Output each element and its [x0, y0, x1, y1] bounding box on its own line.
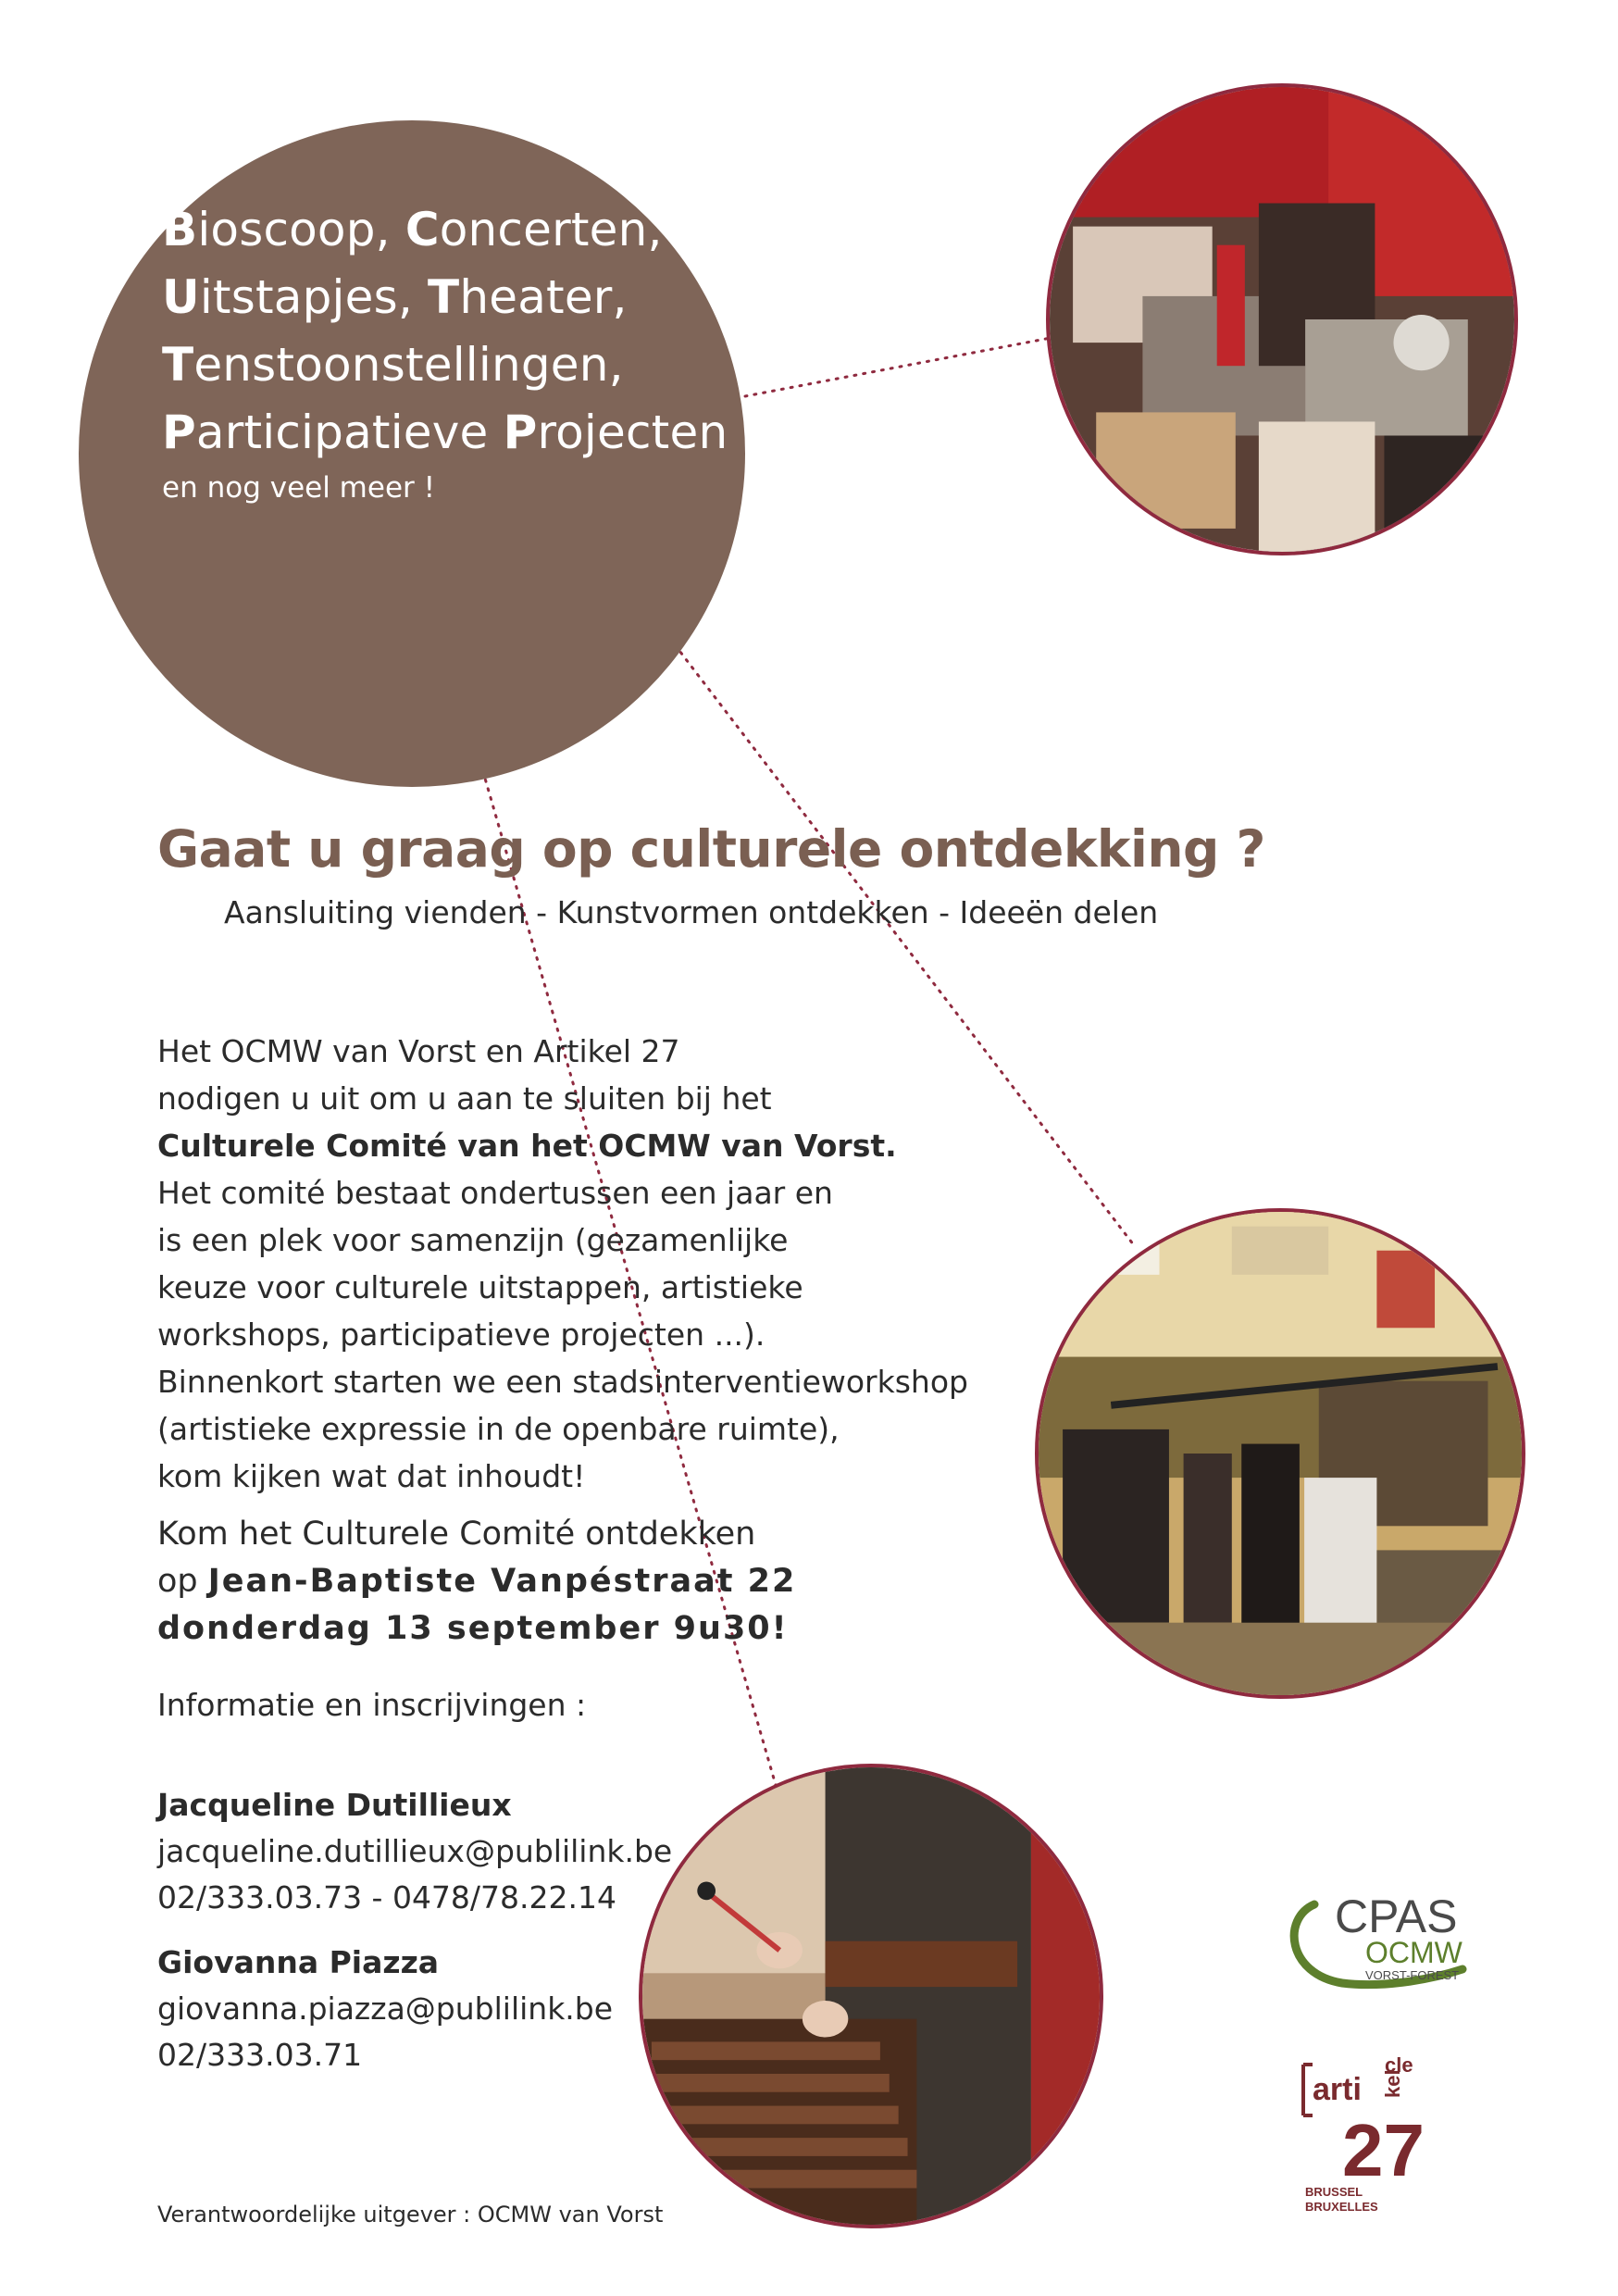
body-line: keuze voor culturele uitstappen, artistieke — [157, 1269, 803, 1305]
supermarket-photo — [1035, 1208, 1525, 1699]
svg-text:arti: arti — [1313, 2072, 1362, 2107]
body-line: is een plek voor samenzijn (gezamenlijke — [157, 1222, 789, 1258]
publisher-footer: Verantwoordelijke uitgever : OCMW van Vorst — [157, 2202, 664, 2227]
contact-name: Giovanna Piazza — [157, 1944, 440, 1980]
main-headline: Gaat u graag op culturele ontdekking ? — [157, 819, 1265, 879]
svg-text:VORST-FOREST: VORST-FOREST — [1365, 1968, 1460, 1982]
body-line: Het OCMW van Vorst en Artikel 27 — [157, 1033, 680, 1069]
event-address: Jean-Baptiste Vanpéstraat 22 — [207, 1563, 797, 1600]
body-line: nodigen u uit om u aan te sluiten bij het — [157, 1080, 772, 1117]
xylophone-photo — [639, 1764, 1103, 2228]
body-line: (artistieke expressie in de openbare ruimte), — [157, 1411, 840, 1447]
activity-line-1: Bioscoop, Concerten, — [162, 203, 663, 256]
svg-text:BRUSSEL: BRUSSEL — [1305, 2185, 1363, 2199]
svg-text:OCMW: OCMW — [1365, 1936, 1462, 1969]
activities-list — [162, 196, 754, 507]
svg-text:cle: cle — [1385, 2053, 1413, 2077]
activity-line-4: Participatieve Projecten — [162, 406, 728, 459]
svg-text:kel: kel — [1381, 2069, 1404, 2098]
invite-address-line: op Jean-Baptiste Vanpéstraat 22 — [157, 1563, 797, 1600]
invite-text — [157, 1511, 796, 1653]
cpas-ocmw-logo — [1277, 1881, 1500, 2002]
contact-email[interactable]: jacqueline.dutillieux@publilink.be — [157, 1833, 673, 1869]
contact-email[interactable]: giovanna.piazza@publilink.be — [157, 1990, 614, 2027]
activities-more: en nog veel meer ! — [162, 471, 436, 505]
body-line: kom kijken wat dat inhoudt! — [157, 1458, 586, 1494]
invite-line: Kom het Culturele Comité ontdekken — [157, 1516, 756, 1553]
sub-headline: Aansluiting vienden - Kunstvormen ontdekken - Ideeën delen — [224, 894, 1159, 930]
body-text — [157, 1028, 968, 1500]
collage-photo — [1046, 83, 1518, 555]
body-line: Binnenkort starten we een stadsinterventieworkshop — [157, 1364, 968, 1400]
committee-name: Culturele Comité van het OCMW van Vorst. — [157, 1128, 897, 1164]
svg-text:BRUXELLES: BRUXELLES — [1305, 2200, 1378, 2214]
info-title: Informatie en inscrijvingen : — [157, 1687, 587, 1723]
activity-line-3: Tenstoonstellingen, — [162, 338, 624, 392]
event-date: donderdag 13 september 9u30! — [157, 1610, 789, 1647]
contact-phone: 02/333.03.71 — [157, 2037, 363, 2073]
svg-text:27: 27 — [1342, 2109, 1425, 2191]
contact-phone: 02/333.03.73 - 0478/78.22.14 — [157, 1879, 616, 1915]
body-line: Het comité bestaat ondertussen een jaar en — [157, 1175, 833, 1211]
article27-logo — [1296, 2046, 1453, 2222]
activity-line-2: Uitstapjes, Theater, — [162, 270, 628, 324]
contact-name: Jacqueline Dutillieux — [157, 1787, 512, 1823]
body-line: workshops, participatieve projecten ...). — [157, 1316, 765, 1353]
contact-card — [157, 1940, 613, 2078]
contact-card — [157, 1782, 672, 1921]
svg-text:CPAS: CPAS — [1335, 1890, 1458, 1942]
